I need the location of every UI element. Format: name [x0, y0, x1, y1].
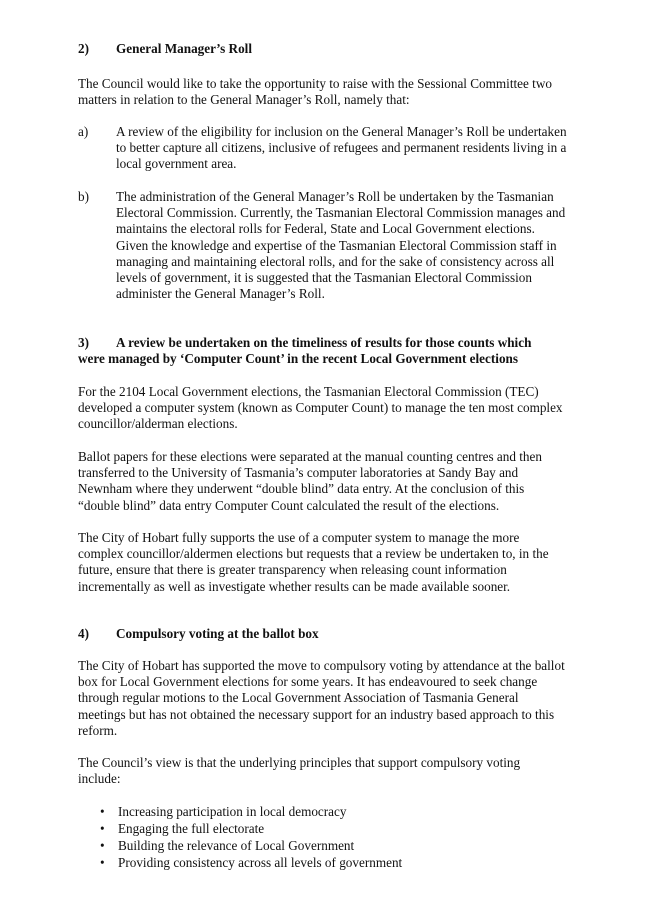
section-2-number: 2): [78, 41, 89, 56]
list-item-text: Providing consistency across all levels of government: [118, 855, 403, 870]
list-item-a-letter: a): [78, 124, 89, 139]
bullet-icon: •: [100, 804, 105, 819]
list-item-a: [78, 124, 568, 173]
list-item-b-text: The administration of the General Manager’s Roll be undertaken by the Tasmanian Electoral Commission. Currently, the Tasmanian Electoral Commission manages and maintains the electoral rolls for Federal, State and Local Government elections. Given the knowledge and expertise of the Tasmanian Electoral Commission staff in managing and maintaining electoral rolls, and for the sake of consistency across all levels of government, it is suggested that the Tasmanian Electoral Commission administer the General Manager’s Roll.: [116, 189, 566, 302]
list-item: [100, 855, 520, 872]
section-2-title: General Manager’s Roll: [116, 41, 252, 56]
list-item-b-letter: b): [78, 189, 89, 204]
list-item-text: Building the relevance of Local Government: [118, 838, 355, 853]
list-item-b: [78, 189, 568, 302]
principles-list: [100, 804, 520, 872]
bullet-icon: •: [100, 838, 105, 853]
bullet-icon: •: [100, 821, 105, 836]
list-item-a-text: A review of the eligibility for inclusion on the General Manager’s Roll be undertaken to better capture all citizens, inclusive of refugees and permanent residents living in a local government area.: [116, 124, 567, 172]
section-4-paragraph-1: The City of Hobart has supported the move to compulsory voting by attendance at the ballot box for Local Government elections for some years. It has endeavoured to seek change through regular motions to the Local Government Association of Tasmania General meetings but has not obtained the necessary support for an industry based approach to this reform.: [78, 658, 565, 738]
section-4-title: Compulsory voting at the ballot box: [116, 626, 319, 641]
list-item-text: Engaging the full electorate: [118, 821, 265, 836]
list-item-text: Increasing participation in local democracy: [118, 804, 347, 819]
section-3-heading: [78, 335, 578, 367]
section-3-paragraph-1: For the 2104 Local Government elections, the Tasmanian Electoral Commission (TEC) developed a computer system (known as Computer Count) to manage the ten most complex councillor/alderman elections.: [78, 384, 563, 432]
list-item: [100, 804, 520, 821]
section-3-paragraph-3: The City of Hobart fully supports the use of a computer system to manage the more complex councillor/aldermen elections but requests that a review be undertaken to, in the future, ensure that there is greater transparency when releasing count information incrementally as well as investigate whether results can be made available sooner.: [78, 530, 549, 594]
bullet-icon: •: [100, 855, 105, 870]
section-2-intro: The Council would like to take the opportunity to raise with the Sessional Committee two matters in relation to the General Manager’s Roll, namely that:: [78, 76, 552, 108]
section-3-title-line-1: A review be undertaken on the timeliness of results for those counts which: [116, 335, 532, 350]
section-3-paragraph-2: Ballot papers for these elections were separated at the manual counting centres and then transferred to the University of Tasmania’s computer laboratories at Sandy Bay and Newnham where they underwent “double blind” data entry. At the conclusion of this “double blind” data entry Computer Count calculated the result of the elections.: [78, 449, 542, 513]
section-3-heading-line-1: [78, 335, 578, 351]
section-3-title-line-2: were managed by ‘Computer Count’ in the recent Local Government elections: [78, 351, 519, 367]
section-4-paragraph-2: The Council’s view is that the underlying principles that support compulsory voting include:: [78, 755, 521, 787]
section-4-number: 4): [78, 626, 89, 641]
list-item: [100, 838, 520, 855]
section-4-heading: [78, 626, 568, 642]
section-2-heading: [78, 41, 568, 57]
list-item: [100, 821, 520, 838]
section-3-number: 3): [78, 335, 89, 350]
